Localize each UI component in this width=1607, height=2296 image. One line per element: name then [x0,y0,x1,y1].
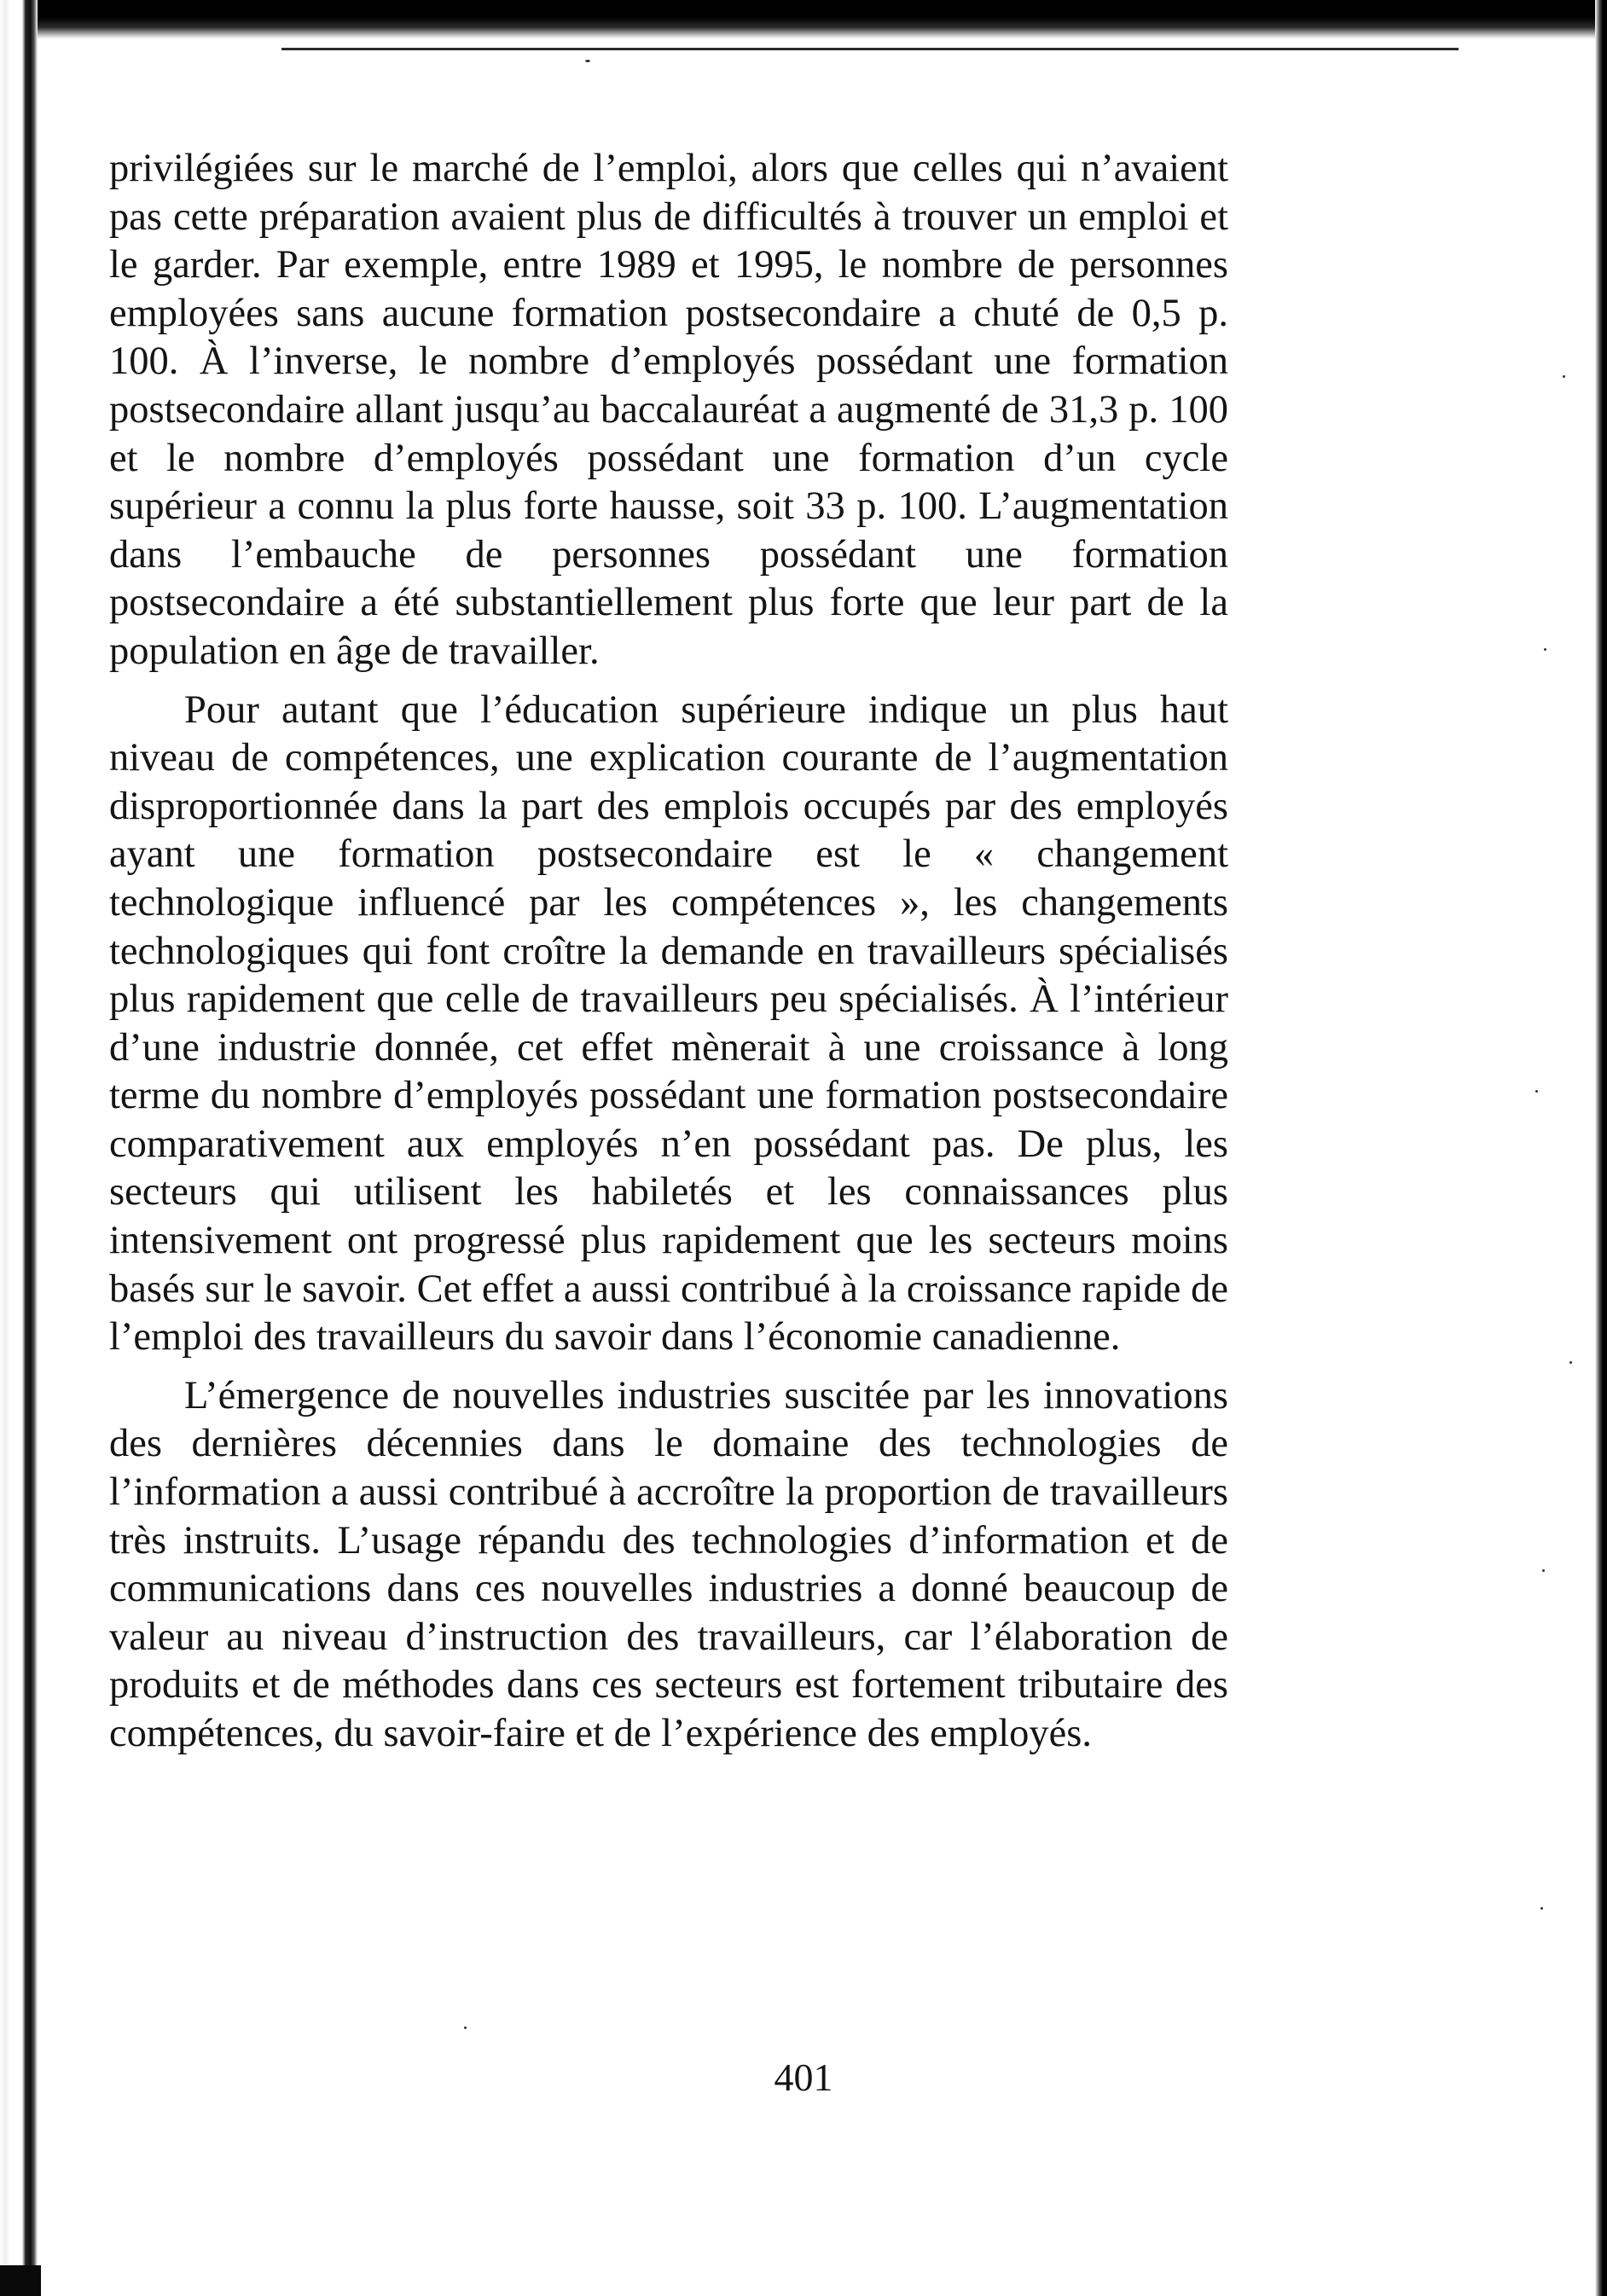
scan-left-border [0,0,38,2296]
scan-speck [1535,1090,1538,1093]
page-number: 401 [774,2055,833,2099]
paragraph-1: privilégiées sur le marché de l’emploi, alors que celles qui n’avaient pas cette préparation avaient plus de difficultés à trouver un emploi et le garder. Par exemple, entre 1989 et 1995, le nombre de personnes employées sans aucune formation postsecondaire a chuté de 0,5 p. 100. À l’inverse, le nombre d’employés possédant une formation postsecondaire allant jusqu’au baccalauréat a augmenté de 31,3 p. 100 et le nombre d’employés possédant une formation d’un cycle supérieur a connu la plus forte hausse, soit 33 p. 100. L’augmentation dans l’embauche de personnes possédant une formation postsecondaire a été substantiellement plus forte que leur part de la population en âge de travailler. [109,147,1228,673]
scan-speck [464,2026,467,2029]
scan-right-border [1595,0,1607,2296]
body-text [109,145,1228,1759]
scan-speck [1569,1361,1572,1364]
scan-speck [1563,375,1565,378]
page-edge-line [281,48,1459,50]
paragraph-3: L’émergence de nouvelles industries suscitée par les innovations des dernières décennies dans le domaine des technologies de l’information a aussi contribué à accroître la proportion de travailleurs très instruits. L’usage répandu des technologies d’information et de communications dans ces nouvelles industries a donné beaucoup de valeur au niveau d’instruction des travailleurs, car l’élaboration de produits et de méthodes dans ces secteurs est fortement tributaire des compétences, du savoir-faire et de l’expérience des employés. [109,1373,1228,1755]
scan-speck [1542,1569,1545,1572]
scan-speck [1544,648,1546,651]
scan-speck [1540,1907,1543,1910]
scan-top-border [0,0,1607,39]
paragraph-2: Pour autant que l’éducation supérieure indique un plus haut niveau de compétences, une explication courante de l’augmentation disproportionnée dans la part des emplois occupés par des employés ayant une formation postsecondaire est le « changement technologique influencé par les compétences », les changements technologiques qui font croître la demande en travailleurs spécialisés plus rapidement que celle de travailleurs peu spécialisés. À l’intérieur d’une industrie donnée, cet effet mènerait à une croissance à long terme du nombre d’employés possédant une formation postsecondaire comparativement aux employés n’en possédant pas. De plus, les secteurs qui utilisent les habiletés et les connaissances plus intensivement ont progressé plus rapidement que les secteurs moins basés sur le savoir. Cet effet a aussi contribué à la croissance rapide de l’emploi des travailleurs du savoir dans l’économie canadienne. [109,687,1228,1360]
scan-corner-shadow [0,2265,41,2296]
scan-speck [585,60,590,62]
